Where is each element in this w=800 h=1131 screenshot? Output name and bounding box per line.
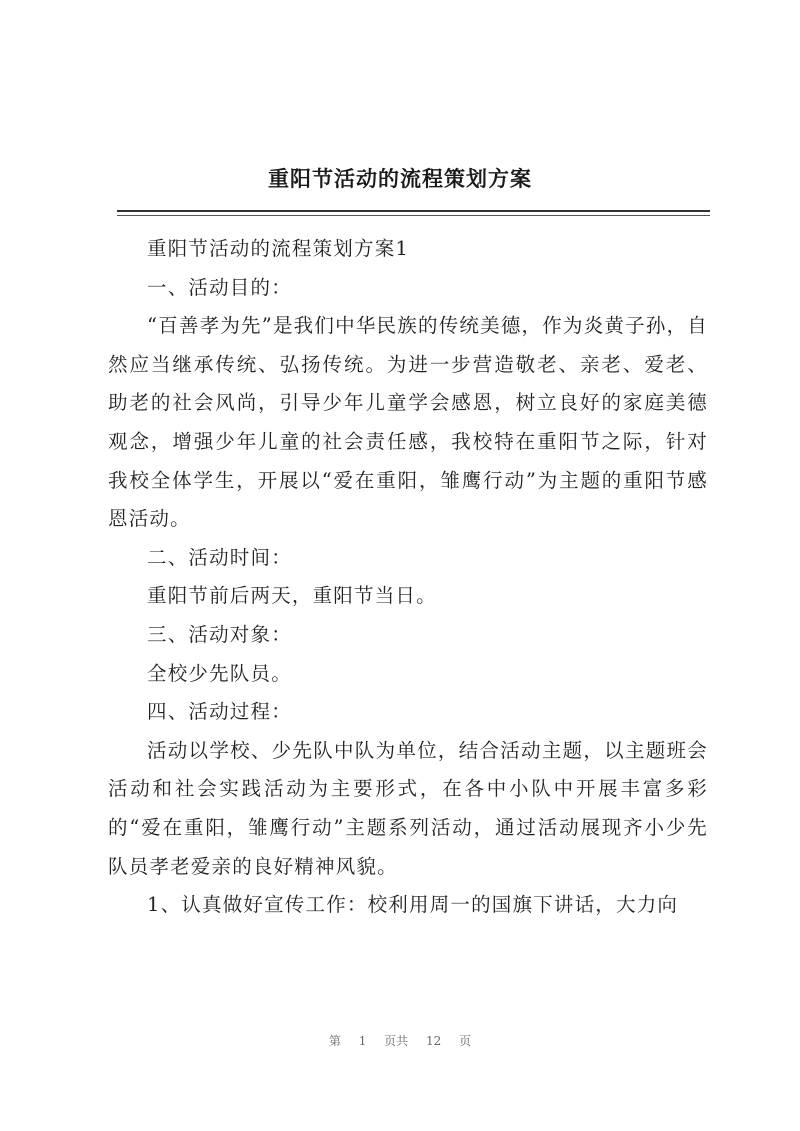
title-divider-thin <box>117 215 710 216</box>
section-heading: 三、活动对象： <box>147 622 292 646</box>
body-paragraph: “百善孝为先”是我们中华民族的传统美德，作为炎黄子孙，自然应当继承传统、弘扬传统。为进一步营造敬老、亲老、爱老、助老的社会风尚，引导少年儿童学会感恩，树立良好的家庭美德观念，增强少年儿童的社会责任感，我校特在重阳节之际，针对我校全体学生，开展以“爱在重阳，雏鹰行动”为主题的重阳节感恩活动。 <box>108 314 708 531</box>
body-paragraph: 活动以学校、少先队中队为单位，结合活动主题，以主题班会活动和社会实践活动为主要形式，在各中小队中开展丰富多彩的“爱在重阳，雏鹰行动”主题系列活动，通过活动展现齐小少先队员孝老爱亲的良好精神风貌。 <box>108 738 708 878</box>
document-title: 重阳节活动的流程策划方案 <box>268 166 532 191</box>
footer-total-pages: 12 <box>426 1034 442 1048</box>
section-heading: 二、活动时间： <box>147 545 292 569</box>
footer-prefix: 第 <box>328 1034 341 1048</box>
section-heading: 一、活动目的： <box>147 275 292 299</box>
title-divider-thick <box>117 210 710 212</box>
footer-middle: 页共 <box>384 1034 409 1048</box>
body-paragraph: 1、认真做好宣传工作：校利用周一的国旗下讲话，大力向 <box>147 893 679 917</box>
body-paragraph: 全校少先队员。 <box>147 661 292 685</box>
section-heading: 四、活动过程： <box>147 700 292 724</box>
footer-page-number: 1 <box>358 1034 367 1048</box>
document-body <box>108 230 708 925</box>
footer-suffix: 页 <box>459 1034 472 1048</box>
section-heading: 重阳节活动的流程策划方案1 <box>147 237 410 260</box>
body-paragraph: 重阳节前后两天，重阳节当日。 <box>147 584 437 608</box>
page-footer <box>0 1032 800 1049</box>
